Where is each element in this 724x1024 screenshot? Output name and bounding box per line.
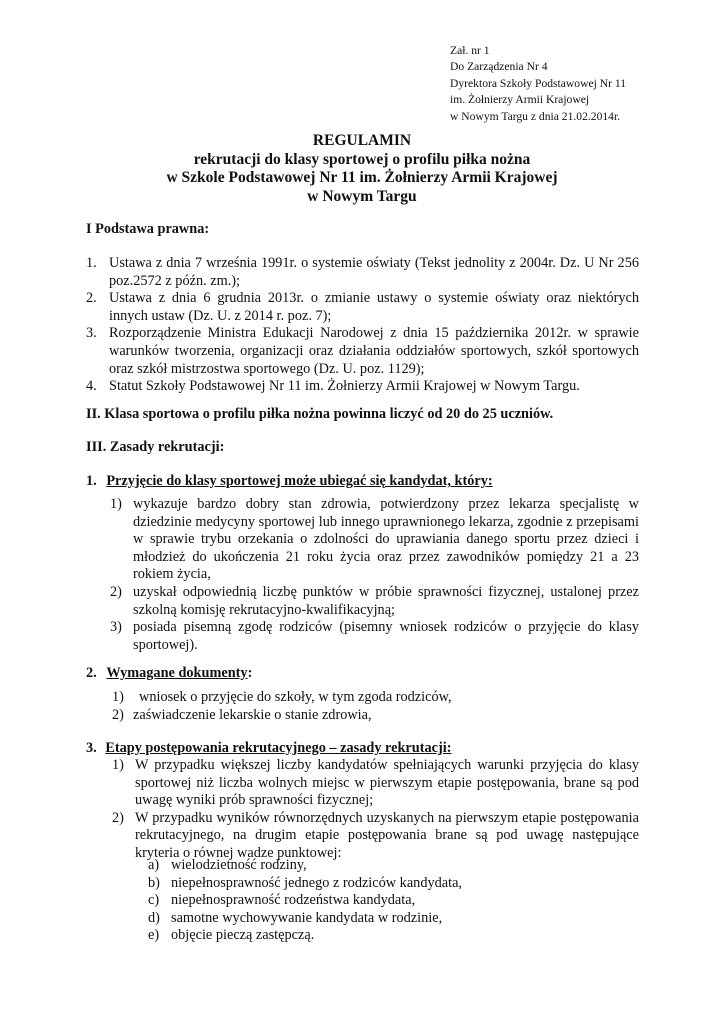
list-item — [86, 255, 639, 290]
subsection-heading: Wymagane dokumenty — [106, 665, 248, 681]
list-item-letter: c) — [148, 892, 160, 909]
list-item — [110, 496, 639, 584]
list-item — [86, 378, 639, 396]
document-title — [0, 132, 724, 206]
list-item-number: 2) — [112, 809, 124, 826]
subsection-number: 2. — [86, 665, 97, 681]
list-item-number: 4. — [86, 378, 97, 395]
list-item-number: 2) — [112, 706, 124, 723]
title-line: rekrutacji do klasy sportowej o profilu piłka nożna — [193, 150, 531, 168]
section-heading-legal-basis: I Podstawa prawna: — [86, 221, 210, 237]
subsection-eligibility — [86, 473, 493, 491]
subsection-heading: Etapy postępowania rekrutacyjnego – zasady rekrutacji: — [105, 740, 452, 756]
list-item — [148, 892, 638, 910]
subsection-stages — [86, 740, 451, 758]
subsection-heading-colon: : — [247, 665, 253, 681]
annex-line: Do Zarządzenia Nr 4 — [450, 60, 548, 74]
list-item — [148, 927, 638, 945]
list-item-number: 2. — [86, 290, 97, 307]
list-item-text: wniosek o przyjęcie do szkoły, w tym zgoda rodziców, — [139, 689, 452, 705]
list-item — [112, 757, 639, 810]
section-heading-recruitment-rules: III. Zasady rekrutacji: — [86, 439, 225, 455]
subsection-number: 1. — [86, 473, 97, 489]
list-item — [148, 857, 638, 875]
list-item-number: 2) — [110, 583, 122, 600]
subsection-number: 3. — [86, 740, 97, 756]
section-heading-class-size: II. Klasa sportowa o profilu piłka nożna powinna liczyć od 20 do 25 uczniów. — [86, 406, 554, 422]
list-item-number: 1) — [110, 496, 122, 512]
list-item — [112, 689, 639, 707]
list-item — [86, 325, 639, 378]
list-item-number: 1. — [86, 255, 97, 271]
subsection-heading: Przyjęcie do klasy sportowej może ubiegać się kandydat, który: — [106, 473, 493, 489]
criteria-list — [148, 857, 638, 945]
legal-basis-list — [86, 255, 639, 396]
list-item-text: Ustawa z dnia 7 września 1991r. o systemie oświaty (Tekst jednolity z 2004r. Dz. U Nr 256 poz.2572 z późn. zm.); — [109, 255, 639, 289]
list-item-number: 1) — [112, 757, 124, 773]
list-item-text: Rozporządzenie Ministra Edukacji Narodowej z dnia 15 października 2012r. w sprawie warunków tworzenia, organizacji oraz działania oddziałów sportowych, szkół sportowych oraz szkół mistrzostwa sportowego (Dz. U. poz. 1129); — [109, 325, 639, 377]
list-item-text: Statut Szkoły Podstawowej Nr 11 im. Żołnierzy Armii Krajowej w Nowym Targu. — [109, 378, 580, 395]
list-item-number: 1) — [112, 689, 124, 705]
list-item-text: wykazuje bardzo dobry stan zdrowia, potwierdzony przez lekarza specjalistę w dziedzinie medycyny sportowej lub innego uprawnionego lekarza, zgodnie z przepisami w sprawie trybu orzekania o zdolności do uprawiania danego sportu przez dzieci i młodzież do ukończenia 21 roku życia oraz przez zawodników pomiędzy 21 a 23 rokiem życia, — [133, 496, 639, 583]
annex-line: im. Żołnierzy Armii Krajowej — [450, 93, 590, 107]
list-item-text: niepełnosprawność jednego z rodziców kandydata, — [171, 874, 462, 891]
list-item-text: objęcie pieczą zastępczą. — [171, 927, 315, 944]
subsection-documents — [86, 665, 252, 683]
list-item-letter: a) — [148, 857, 160, 873]
annex-header — [450, 43, 626, 125]
list-item — [86, 290, 639, 325]
list-item-letter: e) — [148, 927, 160, 944]
list-item-text: W przypadku wyników równorzędnych uzyskanych na pierwszym etapie postępowania rekrutacyjnego, na drugim etapie postępowania brane są pod uwagę następujące kryteria o równej wadze punktowej: — [135, 809, 639, 861]
title-line: REGULAMIN — [312, 132, 412, 149]
list-item — [110, 619, 639, 654]
list-item-text: posiada pisemną zgodę rodziców (pisemny wniosek rodziców o przyjęcie do klasy sportowej). — [133, 619, 639, 653]
list-item-letter: b) — [148, 874, 160, 891]
documents-list — [112, 689, 639, 724]
list-item-text: zaświadczenie lekarskie o stanie zdrowia, — [133, 706, 372, 723]
list-item — [148, 910, 638, 928]
list-item — [112, 707, 639, 725]
list-item — [148, 875, 638, 893]
stages-list — [112, 757, 639, 863]
title-line: w Szkole Podstawowej Nr 11 im. Żołnierzy Armii Krajowej — [166, 169, 558, 186]
annex-line: w Nowym Targu z dnia 21.02.2014r. — [450, 109, 621, 123]
list-item-text: wielodzietność rodziny, — [171, 857, 307, 873]
list-item-text: samotne wychowywanie kandydata w rodzinie, — [171, 909, 443, 926]
list-item-text: niepełnosprawność rodzeństwa kandydata, — [171, 892, 416, 909]
list-item — [110, 584, 639, 619]
annex-line: Zał. nr 1 — [450, 44, 490, 57]
eligibility-list — [110, 496, 639, 654]
list-item-text: Ustawa z dnia 6 grudnia 2013r. o zmianie ustawy o systemie oświaty oraz niektórych innych ustaw (Dz. U. z 2014 r. poz. 7); — [109, 290, 639, 324]
list-item-number: 3. — [86, 325, 97, 342]
annex-line: Dyrektora Szkoły Podstawowej Nr 11 — [450, 76, 627, 90]
list-item-letter: d) — [148, 909, 160, 926]
title-line: w Nowym Targu — [307, 187, 417, 205]
list-item-text: uzyskał odpowiednią liczbę punktów w próbie sprawności fizycznej, ustalonej przez szkolną komisję rekrutacyjno-kwalifikacyjną; — [133, 583, 639, 618]
list-item-text: W przypadku większej liczby kandydatów spełniających warunki przyjęcia do klasy sportowej niż liczba wolnych miejsc w pierwszym etapie postępowania, brane są pod uwagę wyniki prób sprawności fizycznej; — [135, 757, 639, 809]
list-item — [112, 810, 639, 863]
list-item-number: 3) — [110, 619, 122, 636]
